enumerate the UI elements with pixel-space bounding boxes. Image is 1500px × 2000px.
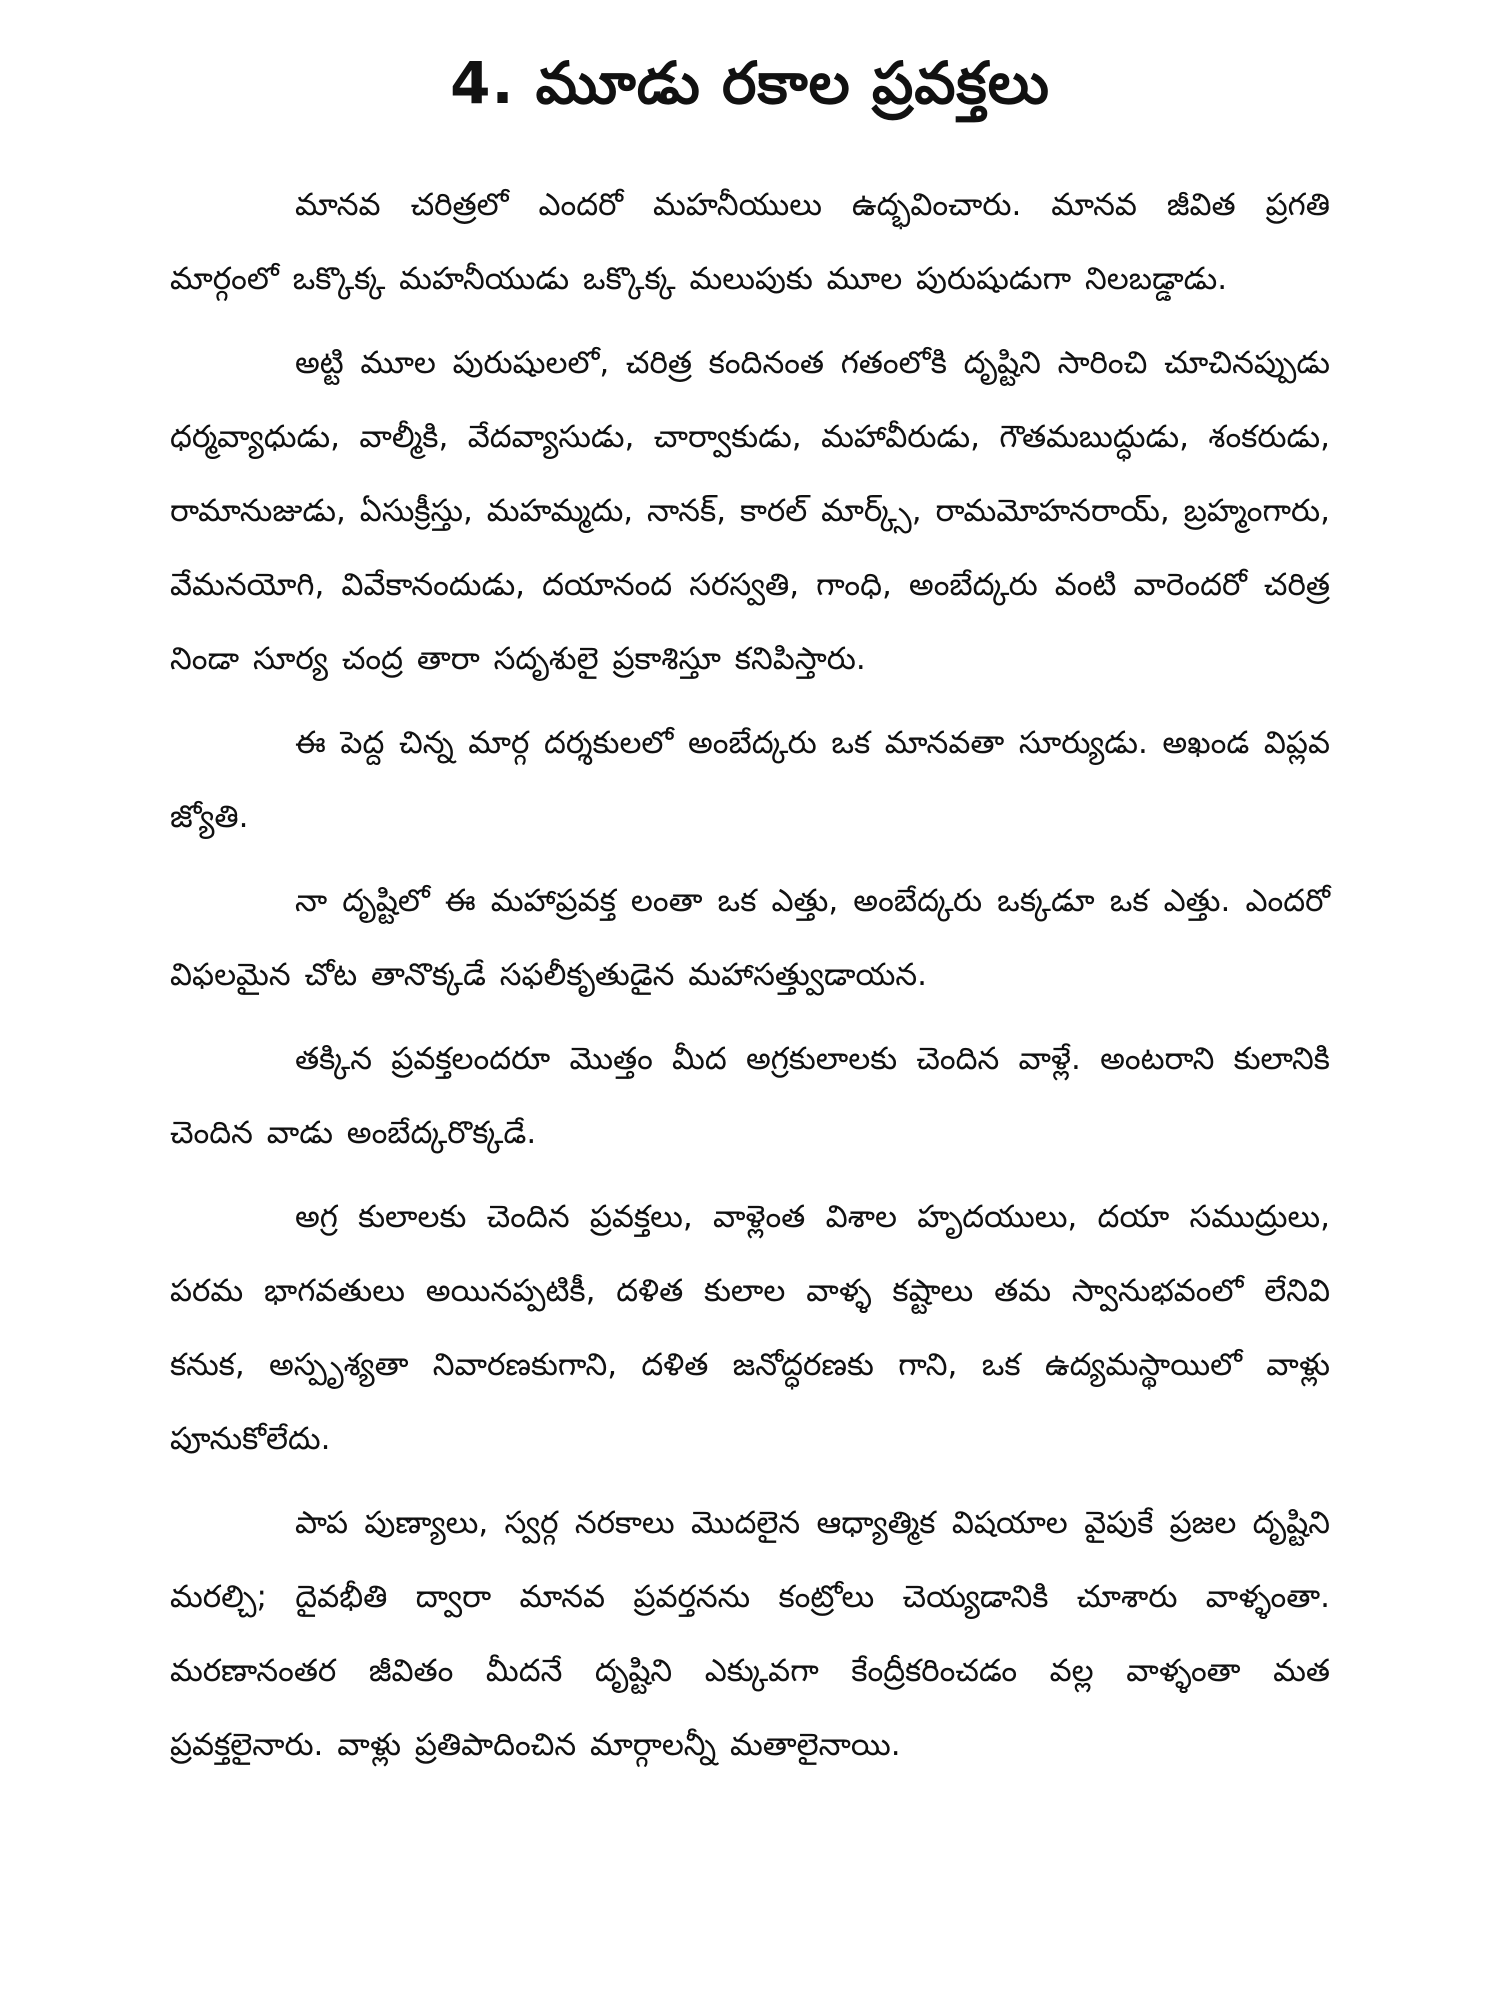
paragraph-3: ఈ పెద్ద చిన్న మార్గ దర్శకులలో అంబేద్కరు ఒక మానవతా సూర్యుడు. అఖండ విప్లవ జ్యోతి. <box>170 725 1330 835</box>
paragraph-5: తక్కిన ప్రవక్తలందరూ మొత్తం మీద అగ్రకులాలకు చెందిన వాళ్లే. అంటరాని కులానికి చెందిన వాడు అంబేద్కరొక్కడే. <box>170 1041 1330 1151</box>
paragraph-7: పాప పుణ్యాలు, స్వర్గ నరకాలు మొదలైన ఆధ్యాత్మిక విషయాల వైపుకే ప్రజల దృష్టిని మరల్చి; దైవభీతి ద్వారా మానవ ప్రవర్తనను కంట్రోలు చెయ్యడానికి చూశారు వాళ్ళంతా. మరణానంతర జీవితం మీదనే దృష్టిని ఎక్కువగా కేంద్రీకరించడం వల్ల వాళ్ళంతా మత ప్రవక్తలైనారు. వాళ్లు ప్రతిపాదించిన మార్గాలన్నీ మతాలైనాయి. <box>170 1505 1330 1763</box>
paragraph-1: మానవ చరిత్రలో ఎందరో మహనీయులు ఉద్భవించారు. మానవ జీవిత ప్రగతి మార్గంలో ఒక్కొక్క మహనీయుడు ఒక్కొక్క మలుపుకు మూల పురుషుడుగా నిలబడ్డాడు. <box>170 187 1330 297</box>
chapter-title: 4. మూడు రకాల ప్రవక్తలు <box>450 49 1050 117</box>
paragraph-4: నా దృష్టిలో ఈ మహాప్రవక్త లంతా ఒక ఎత్తు, అంబేద్కరు ఒక్కడూ ఒక ఎత్తు. ఎందరో విఫలమైన చోట తానొక్కడే సఫలీకృతుడైన మహాసత్త్వుడాయన. <box>170 883 1330 993</box>
paragraph-2: అట్టి మూల పురుషులలో, చరిత్ర కందినంత గతంలోకి దృష్టిని సారించి చూచినప్పుడు ధర్మవ్యాధుడు, వాల్మీకి, వేదవ్యాసుడు, చార్వాకుడు, మహావీరుడు, గౌతమబుద్ధుడు, శంకరుడు, రామానుజుడు, ఏసుక్రీస్తు, మహమ్మదు, నానక్, కారల్ మార్క్స్, రామమోహనరాయ్, బ్రహ్మంగారు, వేమనయోగి, వివేకానందుడు, దయానంద సరస్వతి, గాంధి, అంబేద్కరు వంటి వారెందరో చరిత్ర నిండా సూర్య చంద్ర తారా సదృశులై ప్రకాశిస్తూ కనిపిస్తారు. <box>170 345 1330 677</box>
paragraph-6: అగ్ర కులాలకు చెందిన ప్రవక్తలు, వాళ్లెంత విశాల హృదయులు, దయా సముద్రులు, పరమ భాగవతులు అయినప్పటికీ, దళిత కులాల వాళ్ళ కష్టాలు తమ స్వానుభవంలో లేనివి కనుక, అస్పృశ్యతా నివారణకుగాని, దళిత జనోద్ధరణకు గాని, ఒక ఉద్యమస్థాయిలో వాళ్లు పూనుకోలేదు. <box>170 1199 1330 1457</box>
